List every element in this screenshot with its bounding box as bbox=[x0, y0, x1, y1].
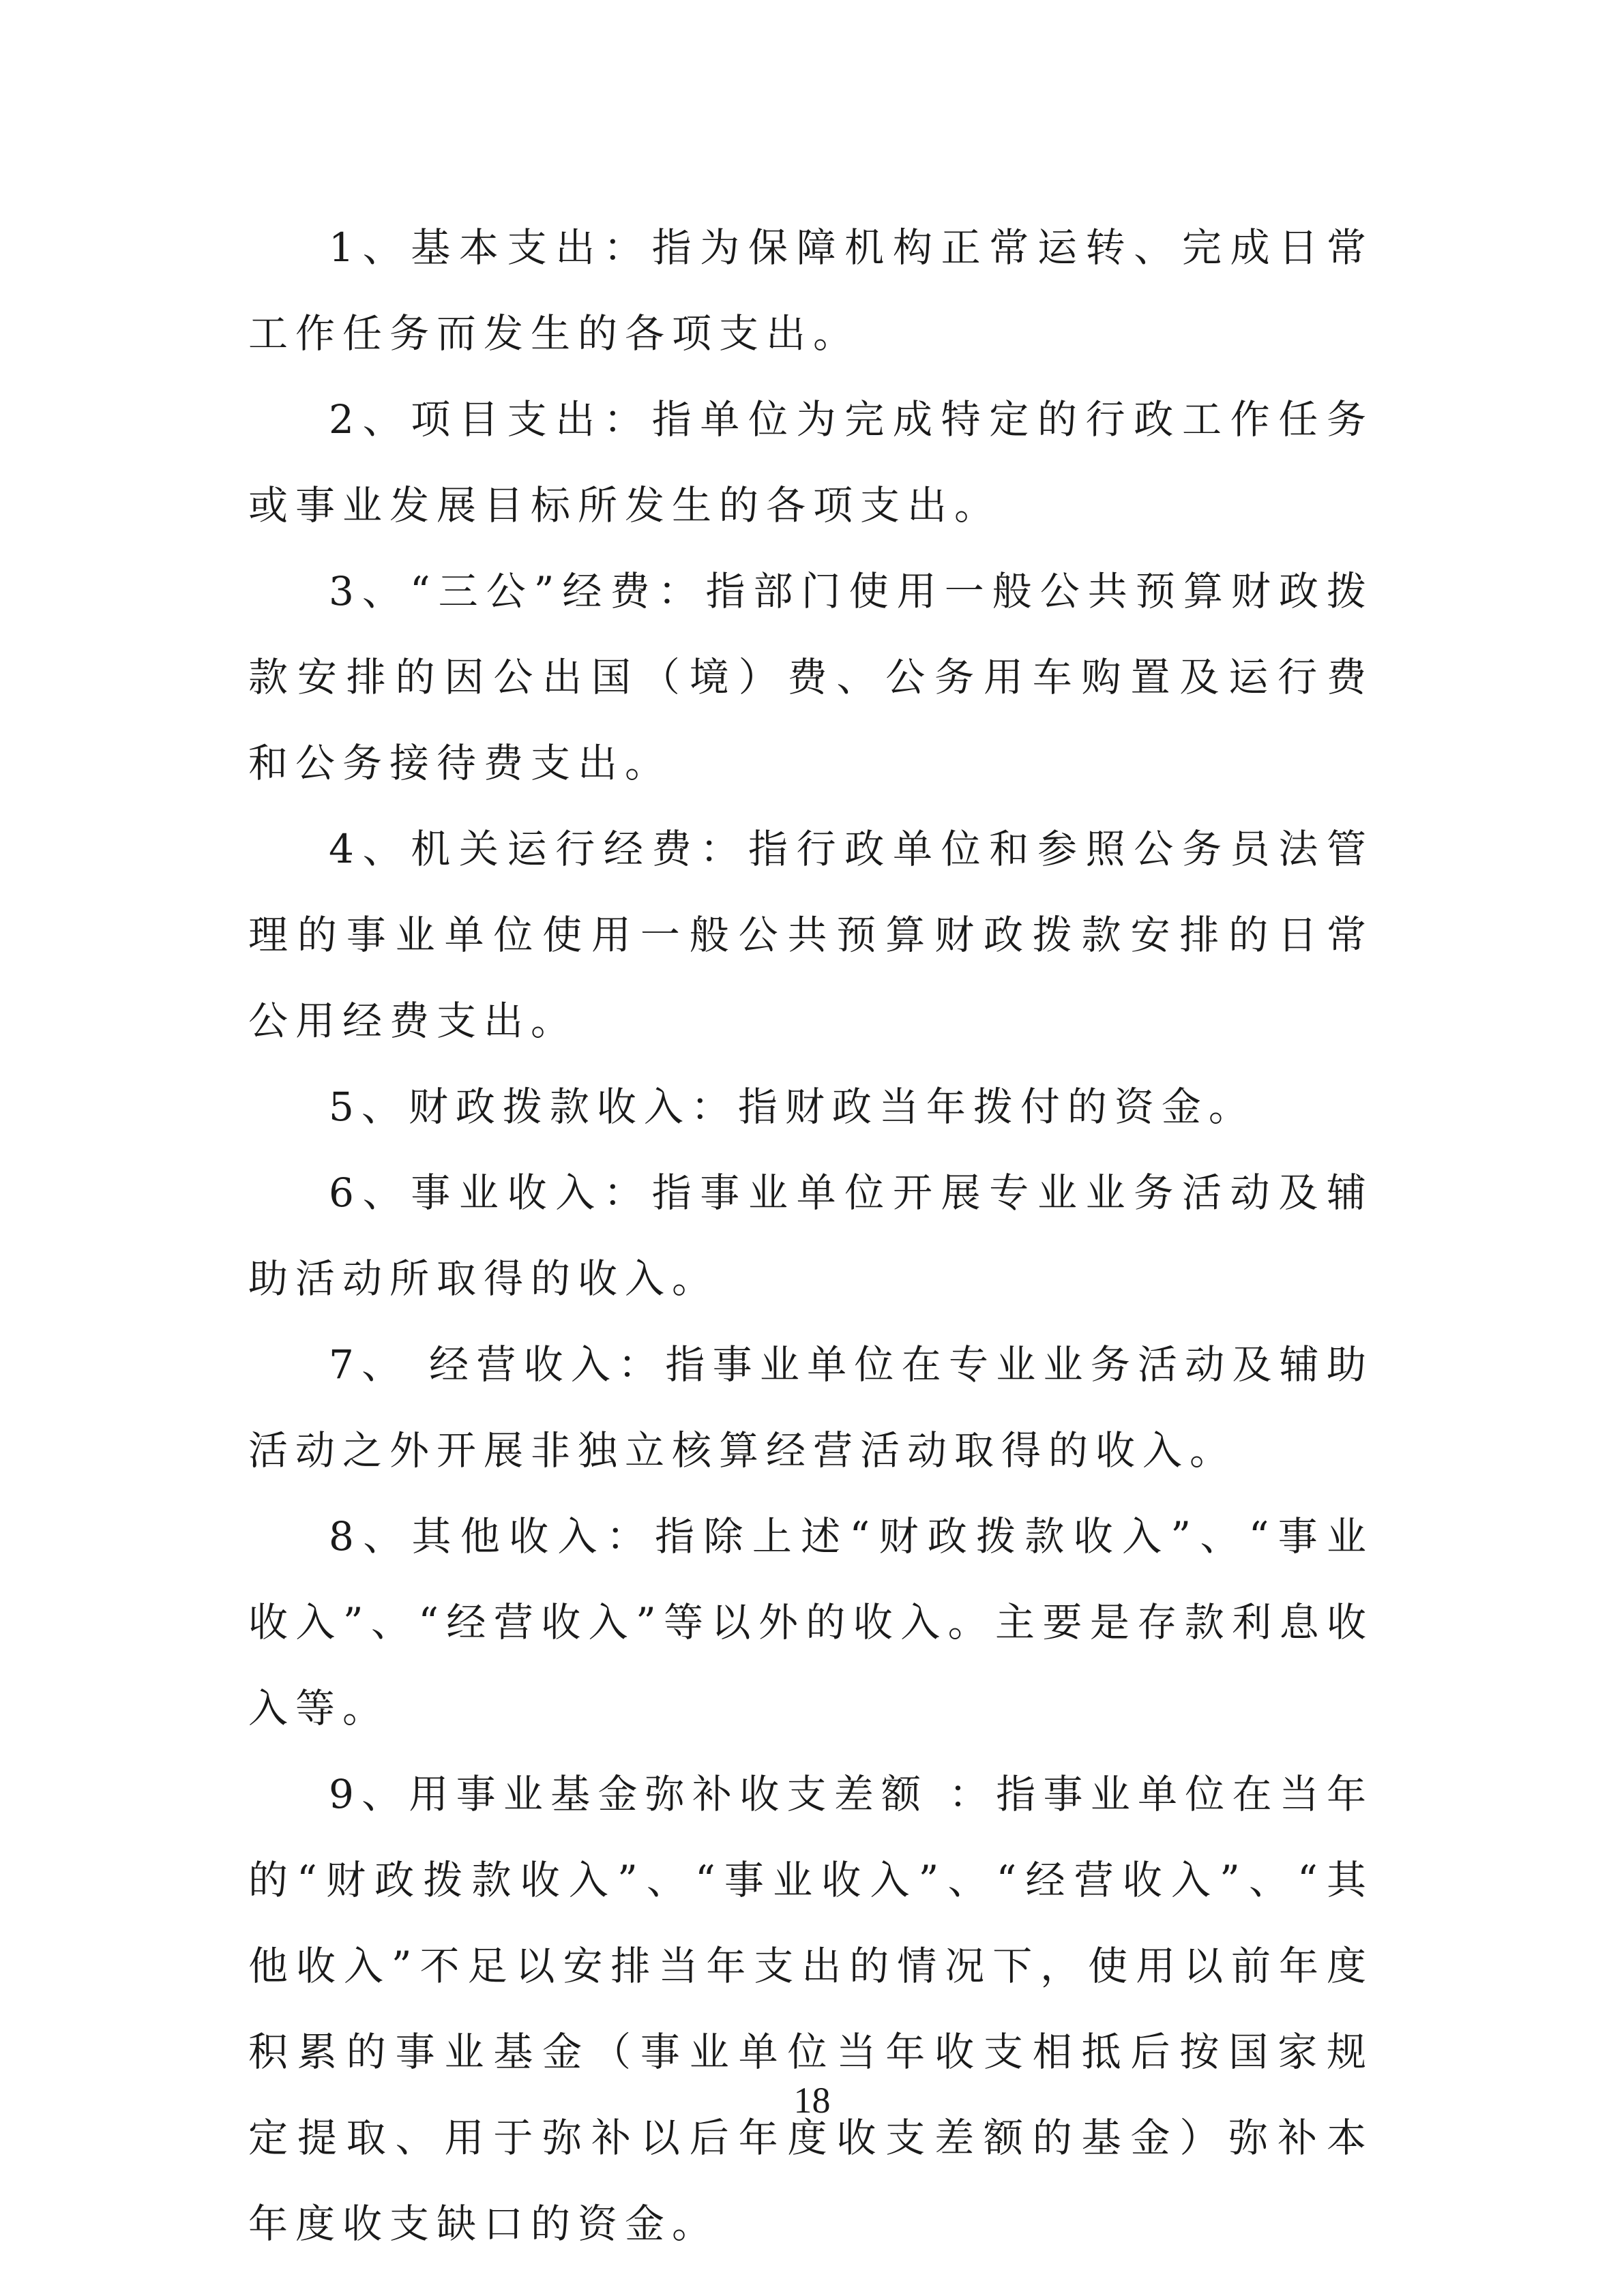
paragraph-basic-expenditure: 1、基本支出：指为保障机构正常运转、完成日常工作任务而发生的各项支出。 bbox=[248, 224, 1374, 357]
paragraph-operating-income: 7、 经营收入：指事业单位在专业业务活动及辅助活动之外开展非独立核算经营活动取得的收入。 bbox=[248, 1341, 1374, 1474]
paragraph-project-expenditure: 2、项目支出：指单位为完成特定的行政工作任务或事业发展目标所发生的各项支出。 bbox=[248, 396, 1374, 528]
paragraph-fiscal-appropriation-income: 5、财政拨款收入：指财政当年拨付的资金。 bbox=[329, 1084, 1256, 1130]
paragraph-agency-operating-expenses: 4、机关运行经费：指行政单位和参照公务员法管理的事业单位使用一般公共预算财政拨款安排的日常公用经费支出。 bbox=[248, 826, 1374, 1044]
paragraph-other-income: 8、其他收入：指除上述“财政拨款收入”、“事业收入”、“经营收入”等以外的收入。主要是存款利息收入等。 bbox=[248, 1513, 1374, 1731]
document-body bbox=[248, 205, 1374, 2267]
paragraph-business-fund-offset: 9、用事业基金弥补收支差额 ：指事业单位在当年的“财政拨款收入”、“事业收入”、“经营收入”、“其他收入”不足以安排当年支出的情况下，使用以前年度积累的事业基金（事业单位当年收支相抵后按国家规定提取、用于弥补以后年度收支差额的基金）弥补本年度收支缺口的资金。 bbox=[248, 1771, 1374, 2247]
paragraph-three-public-expenses: 3、“三公”经费：指部门使用一般公共预算财政拨款安排的因公出国（境）费、公务用车购置及运行费和公务接待费支出。 bbox=[248, 568, 1374, 786]
page-number: 18 bbox=[793, 2080, 831, 2121]
paragraph-business-income: 6、事业收入：指事业单位开展专业业务活动及辅助活动所取得的收入。 bbox=[248, 1169, 1374, 1302]
